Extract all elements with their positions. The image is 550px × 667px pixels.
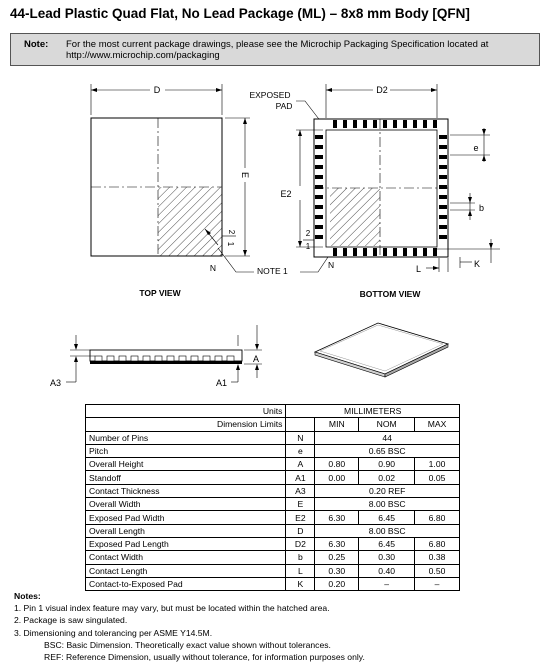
note1-label: NOTE 1 [257,266,288,276]
dimension-value: 0.20 REF [315,484,460,497]
dimension-name: Contact Width [86,551,286,564]
top-view [91,84,291,298]
dimension-name: Exposed Pad Length [86,537,286,550]
dimension-max: 6.80 [415,511,460,524]
exposed-pad-label-2: PAD [275,101,293,111]
dimension-nom: 6.45 [359,511,415,524]
dim-e2-label: E2 [280,189,292,199]
table-row [86,431,460,444]
dimension-name: Exposed Pad Width [86,511,286,524]
dimension-value: 8.00 BSC [315,498,460,511]
dimension-nom: – [359,577,415,590]
dimension-symbol: A1 [286,471,315,484]
top-pin1-label: 1 [226,241,235,247]
dimension-symbol: A [286,458,315,471]
dimension-symbol: L [286,564,315,577]
dimension-max: 0.05 [415,471,460,484]
dim-k-label: K [474,259,481,269]
dim-l-label: L [416,264,422,274]
dimension-max: – [415,577,460,590]
note-item: 1. Pin 1 visual index feature may vary, but must be located within the hatched area. [14,603,330,614]
bottom-pin1-label: 1 [305,242,311,251]
table-header-limits [86,418,460,431]
page-title: 44-Lead Plastic Quad Flat, No Lead Package (ML) – 8x8 mm Body [QFN] [10,6,470,21]
min-header: MIN [315,418,359,431]
dimension-name: Contact-to-Exposed Pad [86,577,286,590]
table-row [86,444,460,457]
dimension-symbol: A3 [286,484,315,497]
dimension-nom: 0.02 [359,471,415,484]
dim-a3-label: A3 [50,378,62,388]
dimension-name: Overall Height [86,458,286,471]
dimension-max: 0.50 [415,564,460,577]
units-label: Units [210,405,286,418]
dimension-nom: 0.30 [359,551,415,564]
notes [14,590,544,663]
dimension-symbol: D2 [286,537,315,550]
dim-a1-label: A1 [216,378,228,388]
table-row [86,471,460,484]
table-row [86,537,460,550]
dimension-symbol: N [286,431,315,444]
dimension-symbol: b [286,551,315,564]
dimension-symbol: E [286,498,315,511]
dimension-name: Pitch [86,444,286,457]
dimension-name: Number of Pins [86,431,286,444]
dimension-max: 0.38 [415,551,460,564]
millimeters-label: MILLIMETERS [286,405,460,418]
dimension-min: 6.30 [315,537,359,550]
table-row [86,498,460,511]
nom-header: NOM [359,418,415,431]
bottom-n-label: N [328,260,335,270]
note-item: 2. Package is saw singulated. [14,615,128,626]
dimension-name: Contact Thickness [86,484,286,497]
exposed-pad-label-1: EXPOSED [249,90,291,100]
table-row [86,551,460,564]
note-item: 3. Dimensioning and tolerancing per ASME Y14.5M. [14,627,213,638]
dimension-table-wrap [85,404,460,591]
dimension-symbol: E2 [286,511,315,524]
dimension-name: Overall Length [86,524,286,537]
dimension-rows [86,431,460,591]
dim-d2-label: D2 [376,85,388,95]
dimension-value: 0.65 BSC [315,444,460,457]
dimension-name: Contact Length [86,564,286,577]
dimension-table [85,404,460,591]
dimension-max: 6.80 [415,537,460,550]
dim-pitch-label: e [473,143,479,153]
table-row [86,564,460,577]
dimension-value: 44 [315,431,460,444]
note-box [10,33,540,66]
dim-d-label: D [153,85,161,95]
top-n-label: N [209,263,217,273]
bottom-view-caption: BOTTOM VIEW [359,289,421,299]
note-label: Note: [24,39,49,50]
dimension-min: 0.30 [315,564,359,577]
table-row [86,511,460,524]
dimension-min: 0.25 [315,551,359,564]
package-drawing [0,70,550,400]
dim-e-label: E [240,171,250,179]
dimension-nom: 6.45 [359,537,415,550]
table-row [86,577,460,590]
dimension-min: 0.20 [315,577,359,590]
dimension-symbol: D [286,524,315,537]
dimension-min: 0.80 [315,458,359,471]
dim-a-label: A [253,354,260,364]
top-view-caption: TOP VIEW [139,288,181,298]
dimension-nom: 0.90 [359,458,415,471]
isometric-view [315,323,448,377]
side-view [50,325,262,388]
dimension-symbol: e [286,444,315,457]
dimension-min: 0.00 [315,471,359,484]
dimension-name: Overall Width [86,498,286,511]
note-text: For the most current package drawings, please see the Microchip Packaging Specification located at http://www.microchip.com/packaging [66,39,489,61]
dimension-max: 1.00 [415,458,460,471]
dimension-limits-label: Dimension Limits [86,418,286,431]
note-sub-item: REF: Reference Dimension, usually without tolerance, for information purposes only. [44,652,365,663]
table-row [86,524,460,537]
bottom-pin2-label: 2 [305,229,311,238]
dimension-nom: 0.40 [359,564,415,577]
dim-b-label: b [479,203,485,213]
table-row [86,484,460,497]
top-pin2-label: 2 [227,229,236,235]
dimension-min: 6.30 [315,511,359,524]
table-row [86,458,460,471]
dimension-name: Standoff [86,471,286,484]
notes-heading: Notes: [14,591,41,601]
table-header-units [86,405,460,418]
max-header: MAX [415,418,460,431]
dimension-value: 8.00 BSC [315,524,460,537]
note-sub-item: BSC: Basic Dimension. Theoretically exact value shown without tolerances. [44,639,331,650]
dimension-symbol: K [286,577,315,590]
